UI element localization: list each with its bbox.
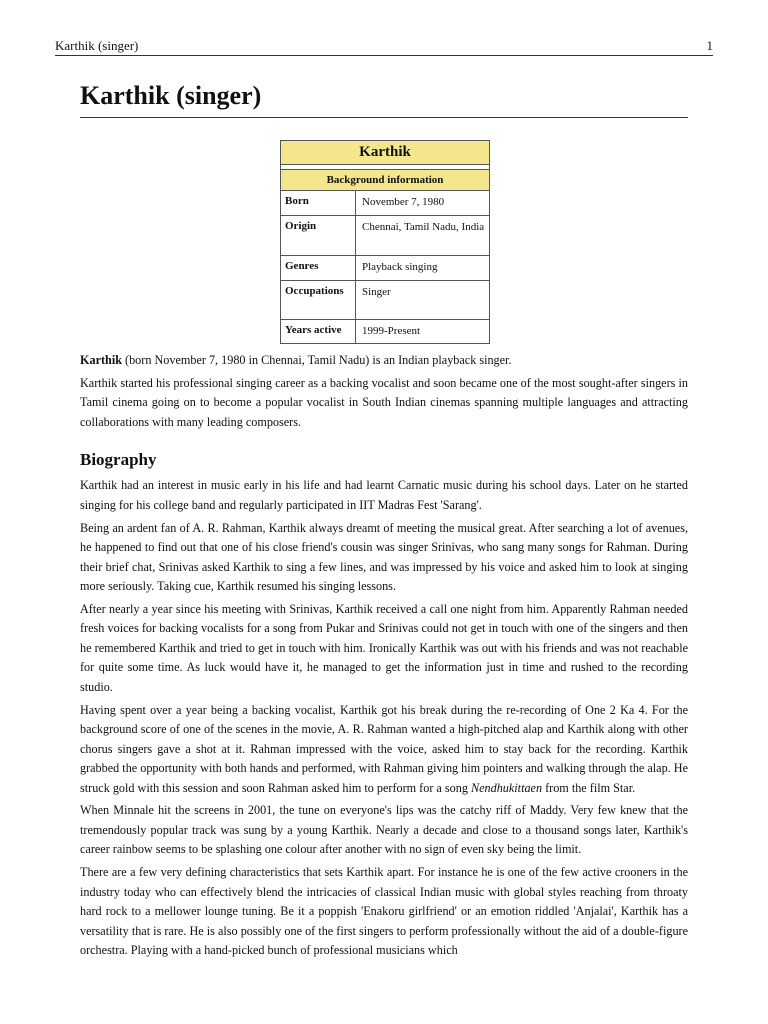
subject-name: Karthik	[80, 353, 122, 367]
running-title: Karthik (singer)	[55, 38, 139, 53]
infobox-value: November 7, 1980	[356, 191, 490, 216]
paragraph-text: Having spent over a year being a backing vocalist, Karthik got his break during the re-recording of One 2 Ka 4. For the background score of one of the scenes in the movie, A. R. Rahman wanted a high-pitched alap and Karthik along with other chorus singers gave a shot at it. Rahman impressed with the voice, asked him to stay back for the recording. Karthik grabbed the opportunity with both hands and performed, with Rahman giving him pointers and walking through the alap. He struck gold with this session and soon Rahman asked him to perform for a song	[80, 702, 688, 795]
infobox-row-occupations	[281, 281, 490, 320]
infobox-label: Origin	[281, 216, 356, 256]
biography-paragraph: Karthik had an interest in music early in his life and had learnt Carnatic music during his school days. Later on he started singing for his college band and regularly participated in IIT Madras Fest 'Sarang'.	[80, 478, 688, 512]
infobox-row-genres	[281, 256, 490, 281]
biography-paragraph: When Minnale hit the screens in 2001, the tune on everyone's lips was the catchy riff of Maddy. Very few knew that the tremendously popular track was sung by a young Karthik. Nearly a decade and close to a thousand songs later, Karthik's career rainbow seems to be splashing one colour after another with no sign of even sky being the limit.	[80, 803, 688, 857]
song-title: Nendhukittaen	[470, 780, 543, 795]
biography-paragraph	[80, 701, 688, 799]
infobox-value: Singer	[356, 281, 490, 320]
infobox	[280, 140, 490, 344]
lead-intro: (born November 7, 1980 in Chennai, Tamil Nadu) is an Indian playback singer.	[121, 353, 512, 367]
infobox-label: Years active	[281, 320, 356, 344]
infobox-label: Born	[281, 191, 356, 216]
page-number: 1	[706, 38, 713, 53]
biography-paragraph: Being an ardent fan of A. R. Rahman, Karthik always dreamt of meeting the musical great. After searching a lot of avenues, he happened to find out that one of his close friend's cousin was singer Srinivas, who sang many songs for Rahman. During their brief chat, Srinivas asked Karthik to sing a few lines, and was impressed by his voice and asked him to look at singing more seriously. Taking cue, Karthik resumed his singing lessons.	[80, 520, 688, 594]
biography-paragraph: After nearly a year since his meeting with Srinivas, Karthik received a call one night from him. Apparently Rahman needed fresh voices for backing vocalists for a song from Pukar and Srinivas could not get in touch with one of the singers and then he remembered Karthik and tried to get in touch with him. Ironically Karthik was out with his friends and was not reachable for quite some time. As luck would have it, he managed to get the information just in time and rushed to the recording studio.	[80, 601, 688, 694]
infobox-title: Karthik	[281, 141, 490, 165]
lead-paragraph-2: Karthik started his professional singing career as a backing vocalist and soon became one of the most sought-after singers in Tamil cinema going on to become a popular vocalist in South Indian cinemas spanning multiple languages and attracting collaborations with many leading composers.	[80, 375, 688, 429]
infobox-row-origin	[281, 216, 490, 256]
infobox-row-born	[281, 191, 490, 216]
paragraph-text: from the film Star.	[542, 780, 636, 795]
running-header	[55, 38, 713, 56]
lead-paragraph	[80, 351, 688, 371]
page-title: Karthik (singer)	[80, 80, 688, 118]
infobox-value: Playback singing	[356, 256, 490, 281]
infobox-label: Genres	[281, 256, 356, 281]
biography-paragraph: There are a few very defining characteristics that sets Karthik apart. For instance he is one of the few active crooners in the industry today who can effectively blend the intricacies of classical Indian music with global styles reaching from throaty hard rock to a mellower lounge tuning. Be it a poppish 'Enakoru girlfriend' or an emotion riddled 'Anjalai', Karthik has a versatility that is rare. He is also possibly one of the first singers to perform professionally without the aid of a double-figure orchestra. Playing with a hand-picked bunch of professional musicians which	[80, 865, 688, 958]
infobox-section-header: Background information	[281, 170, 490, 191]
infobox-row-years-active	[281, 320, 490, 344]
infobox-label: Occupations	[281, 281, 356, 320]
infobox-value: 1999-Present	[356, 320, 490, 344]
section-heading-biography: Biography	[80, 450, 157, 470]
infobox-value: Chennai, Tamil Nadu, India	[356, 216, 490, 256]
article-body	[80, 351, 688, 964]
